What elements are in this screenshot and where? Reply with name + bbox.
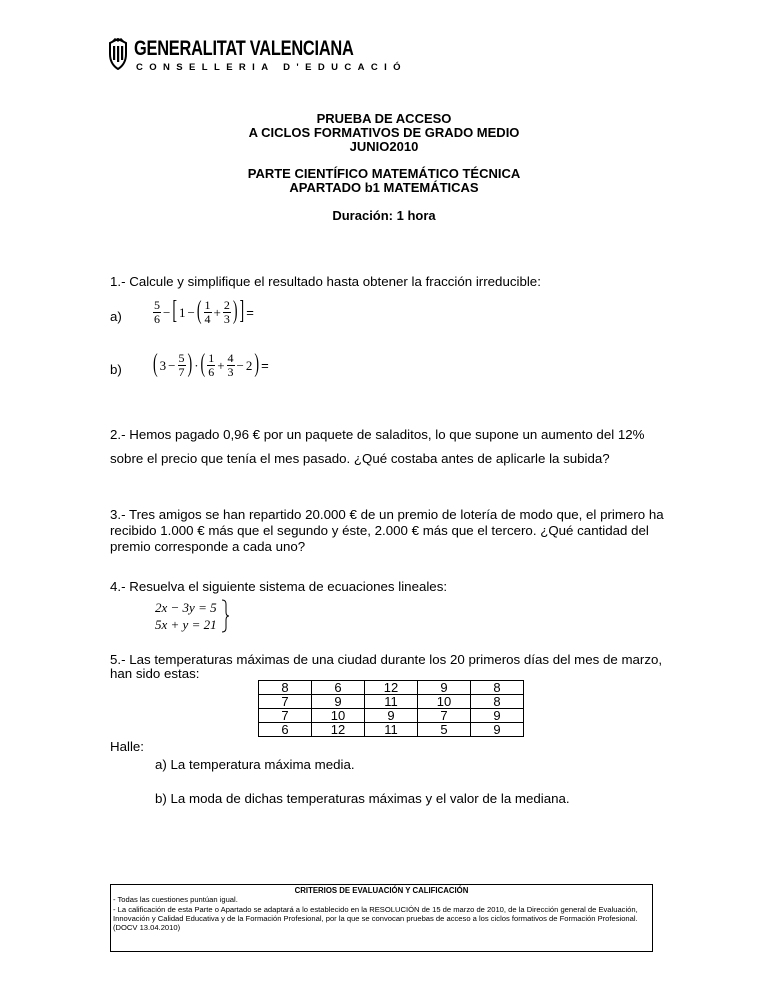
question-1b-label: b) — [110, 362, 122, 377]
table-row — [259, 695, 524, 709]
paren-open: ( — [200, 350, 206, 379]
bracket-close: ] — [239, 297, 245, 326]
question-3-line-2: recibido 1.000 € más que el segundo y éste, 2.000 € más que el tercero. ¿Qué cantidad del — [110, 523, 649, 538]
question-3-line-1: 3.- Tres amigos se han repartido 20.000 € de un premio de lotería de modo que, el primero ha — [110, 507, 664, 522]
question-2-line-2: sobre el precio que tenía el mes pasado. ¿Qué costaba antes de aplicarle la subida? — [110, 451, 610, 466]
fraction: $\frac{4}{3}$ — [227, 351, 234, 379]
fraction: $\frac{1}{6}$ — [208, 351, 215, 379]
exam-title-3: JUNIO2010 — [349, 139, 419, 154]
question-4-text: 4.- Resuelva el siguiente sistema de ecuaciones lineales: — [110, 579, 448, 594]
fraction: $\frac{5}{6}$ — [154, 298, 160, 326]
table-cell: 6 — [259, 723, 312, 737]
org-subtitle: CONSELLERIA D'EDUCACIÓ — [136, 62, 407, 73]
table-cell: 5 — [418, 723, 471, 737]
table-cell: 11 — [365, 695, 418, 709]
table-cell: 8 — [471, 695, 524, 709]
equation-2: 5x + y = 21 — [155, 617, 217, 632]
question-5-item-a: a) La temperatura máxima media. — [155, 757, 355, 772]
question-5-line-1: 5.- Las temperaturas máximas de una ciudad durante los 20 primeros días del mes de marzo, — [110, 652, 663, 667]
question-1a-label: a) — [110, 309, 122, 324]
fraction: $\frac{5}{7}$ — [178, 351, 185, 379]
table-cell: 6 — [312, 681, 365, 695]
criteria-line-2: - La calificación de esta Parte o Apartado se adaptará a lo establecido en la RESOLUCIÓN de 15 de marzo de 2010, de la Dirección general de Evaluación, Innovación y Calidad Educativa y de la Formación Profesional, por la que se convocan pruebas de acceso a los ciclos formativos de Formación Profesional. (DOCV 13.04.2010) — [113, 904, 638, 933]
table-cell: 9 — [365, 709, 418, 723]
bracket-open: [ — [172, 297, 178, 326]
table-row — [259, 709, 524, 723]
table-row — [259, 681, 524, 695]
table-cell: 8 — [471, 681, 524, 695]
exam-part-2: APARTADO b1 MATEMÁTICAS — [289, 180, 479, 195]
table-cell: 12 — [312, 723, 365, 737]
paren-close: ) — [254, 350, 260, 379]
table-cell: 9 — [471, 709, 524, 723]
exam-title-2: A CICLOS FORMATIVOS DE GRADO MEDIO — [248, 125, 520, 140]
question-1-text: 1.- Calcule y simplifique el resultado hasta obtener la fracción irreducible: — [110, 274, 541, 289]
table-cell: 7 — [418, 709, 471, 723]
table-cell: 12 — [365, 681, 418, 695]
question-1a-expression: $\frac{5}{6}$ − [ 1 − ( $\frac{1}{4}$ + $\frac{2}{3}$ ) ] = — [154, 297, 254, 326]
evaluation-criteria-box — [110, 884, 653, 952]
table-cell: 10 — [312, 709, 365, 723]
table-cell: 9 — [471, 723, 524, 737]
table-cell: 8 — [259, 681, 312, 695]
exam-title-1: PRUEBA DE ACCESO — [316, 111, 452, 126]
paren-close: ) — [187, 350, 193, 379]
question-1b-expression: ( 3 − $\frac{5}{7}$ ) · ( $\frac{1}{6}$ + $\frac{4}{3}$ − 2 ) = — [153, 350, 269, 379]
table-cell: 11 — [365, 723, 418, 737]
question-5-line-2: han sido estas: — [110, 666, 200, 681]
fraction: $\frac{1}{4}$ — [204, 298, 211, 326]
question-5-halle: Halle: — [110, 739, 144, 754]
equation-1: 2x − 3y = 5 — [155, 600, 217, 615]
paren-open: ( — [153, 350, 158, 379]
exam-duration: Duración: 1 hora — [332, 208, 436, 223]
table-cell: 9 — [312, 695, 365, 709]
criteria-line-1: - Todas las cuestiones puntúan igual. — [113, 895, 238, 905]
system-brace-icon — [220, 599, 230, 633]
table-cell: 7 — [259, 695, 312, 709]
paren-open: ( — [196, 297, 202, 326]
exam-part-1: PARTE CIENTÍFICO MATEMÁTICO TÉCNICA — [247, 166, 521, 181]
temperature-table — [258, 680, 524, 737]
table-row — [259, 723, 524, 737]
generalitat-logo-icon — [106, 38, 130, 70]
org-title: GENERALITAT VALENCIANA — [134, 37, 354, 60]
fraction: $\frac{2}{3}$ — [223, 298, 230, 326]
paren-close: ) — [232, 297, 238, 326]
table-cell: 9 — [418, 681, 471, 695]
table-cell: 7 — [259, 709, 312, 723]
question-3-line-3: premio corresponde a cada uno? — [110, 539, 306, 554]
question-5-item-b: b) La moda de dichas temperaturas máximas y el valor de la mediana. — [155, 791, 570, 806]
criteria-title: CRITERIOS DE EVALUACIÓN Y CALIFICACIÓN — [294, 886, 469, 895]
table-cell: 10 — [418, 695, 471, 709]
question-2-line-1: 2.- Hemos pagado 0,96 € por un paquete de saladitos, lo que supone un aumento del 12% — [110, 427, 645, 442]
